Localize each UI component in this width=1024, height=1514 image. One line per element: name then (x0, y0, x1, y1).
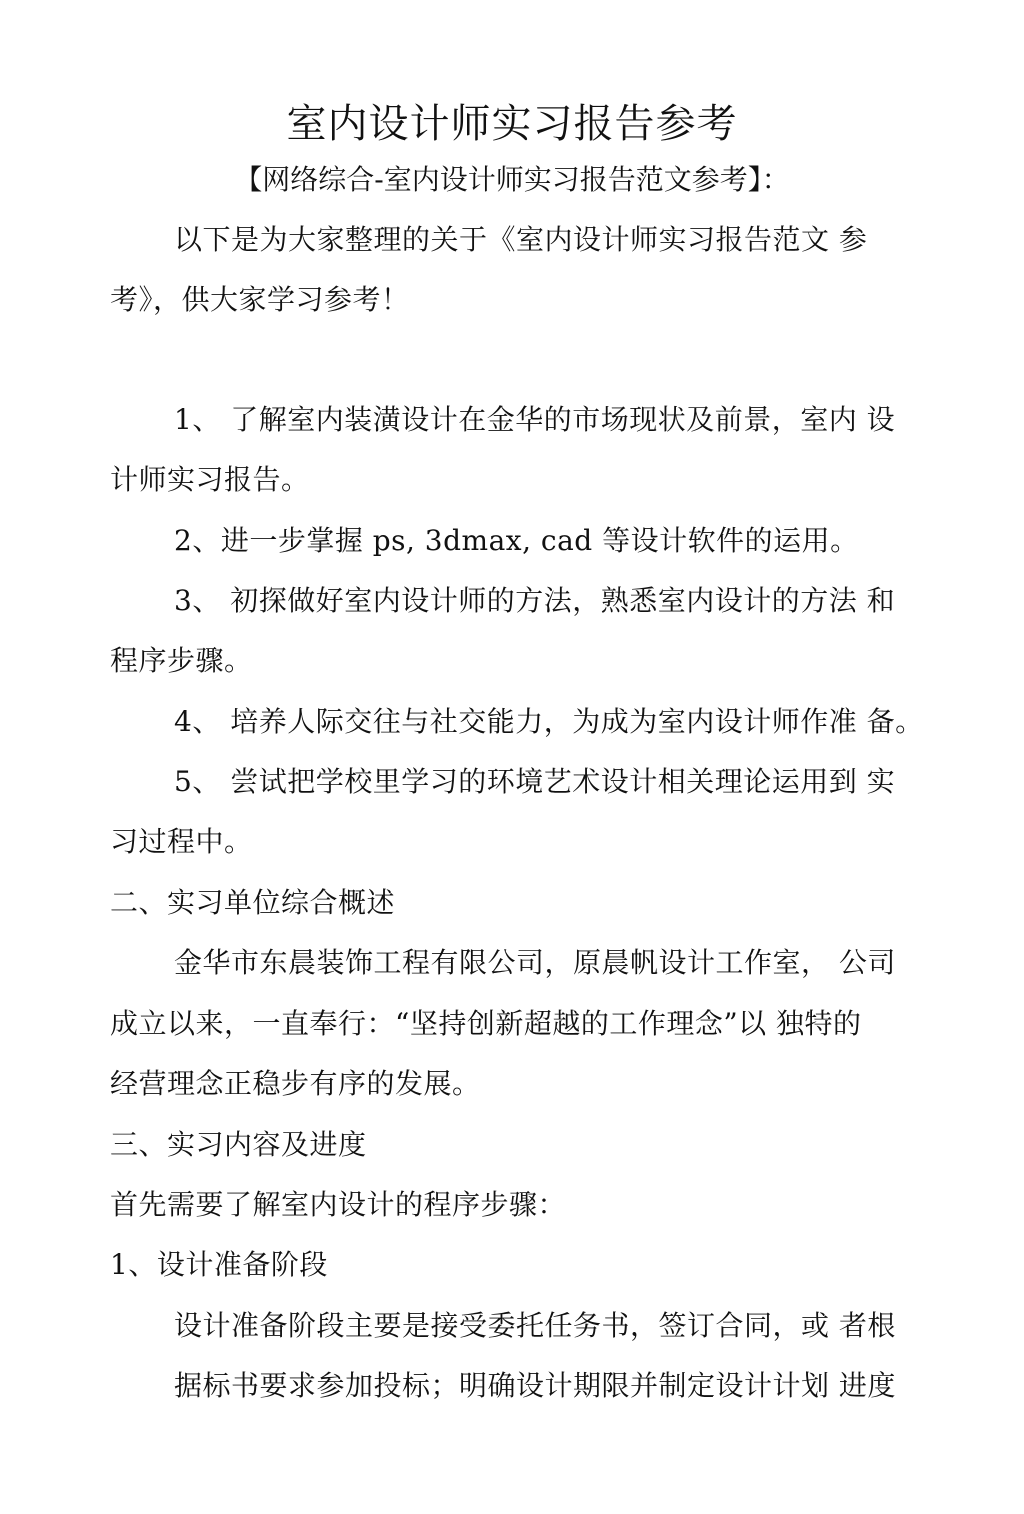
list-item-line: 5、 尝试把学校里学习的环境艺术设计相关理论运用到 实 (174, 765, 896, 798)
paragraph-line: 考》，供大家学习参考！ (110, 283, 410, 316)
document-title: 室内设计师实习报告参考 (286, 101, 738, 147)
list-item-line: 习过程中。 (110, 825, 253, 858)
paragraph-line: 成立以来，一直奉行：“坚持创新超越的工作理念”以 独特的 (110, 1007, 862, 1040)
section-heading: 三、实习内容及进度 (110, 1128, 367, 1161)
list-item-line: 2、进一步掌握 ps, 3dmax, cad 等设计软件的运用。 (174, 524, 859, 557)
document-subtitle: 【网络综合-室内设计师实习报告范文参考】： (234, 163, 790, 196)
paragraph-line: 以下是为大家整理的关于《室内设计师实习报告范文 参 (174, 223, 868, 256)
list-item-line: 4、 培养人际交往与社交能力，为成为室内设计师作准 备。 (174, 705, 924, 738)
list-item-line: 程序步骤。 (110, 644, 253, 677)
paragraph-line: 首先需要了解室内设计的程序步骤： (110, 1188, 567, 1221)
list-item-line: 3、 初探做好室内设计师的方法，熟悉室内设计的方法 和 (174, 584, 896, 617)
paragraph-line: 设计准备阶段主要是接受委托任务书，签订合同，或 者根 (174, 1309, 896, 1342)
subsection-heading: 1、设计准备阶段 (110, 1248, 328, 1281)
list-item-line: 1、 了解室内装潢设计在金华的市场现状及前景，室内 设 (174, 403, 896, 436)
section-heading: 二、实习单位综合概述 (110, 886, 396, 919)
paragraph-line: 据标书要求参加投标；明确设计期限并制定设计计划 进度 (174, 1369, 896, 1402)
list-item-line: 计师实习报告。 (110, 463, 310, 496)
paragraph-line: 经营理念正稳步有序的发展。 (110, 1067, 481, 1100)
paragraph-line: 金华市东晨装饰工程有限公司，原晨帆设计工作室， 公司 (174, 946, 896, 979)
